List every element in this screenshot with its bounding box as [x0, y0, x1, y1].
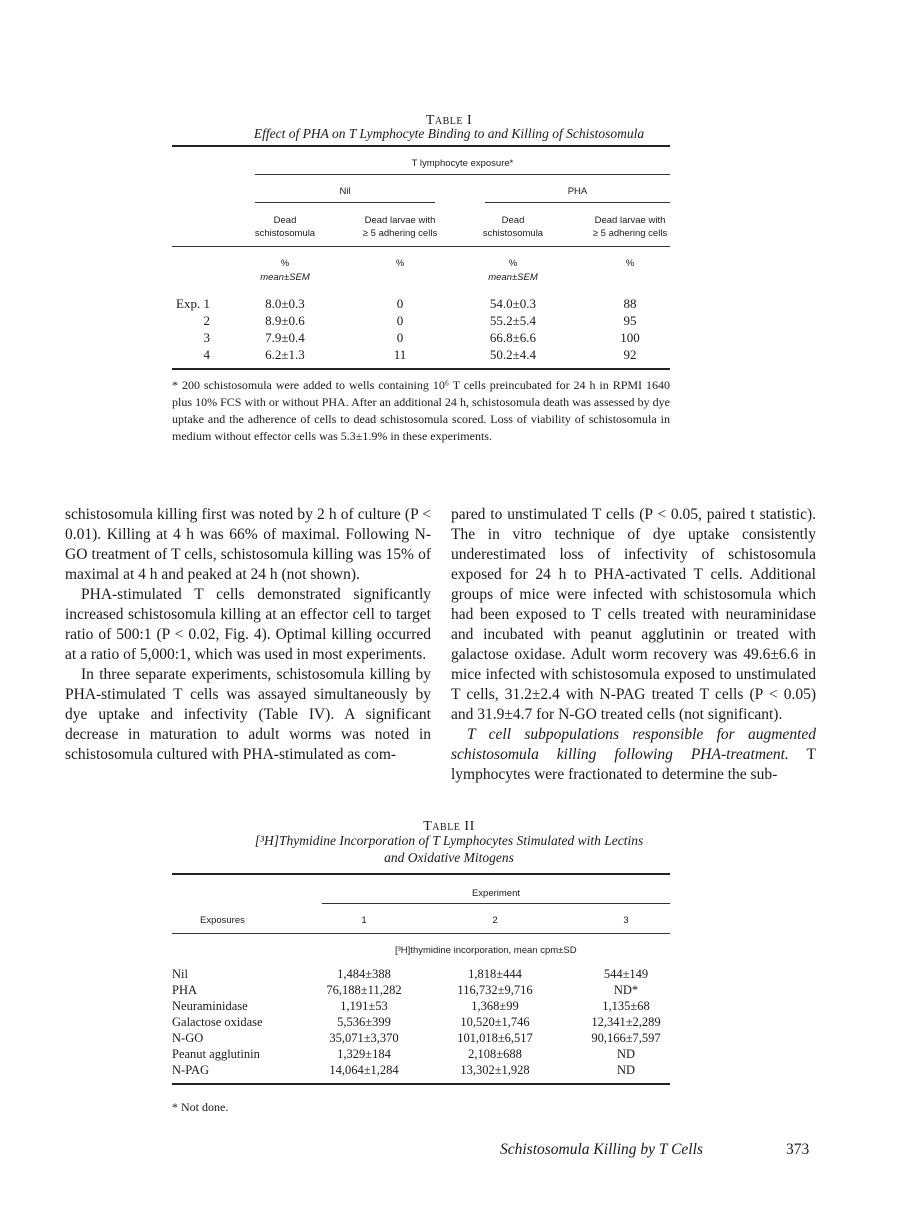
table2-cell: 12,341±2,289: [591, 1015, 661, 1029]
table1-cell: 95: [623, 313, 637, 328]
page-number: 373: [786, 1141, 810, 1158]
table1-pha-rule: [485, 202, 670, 203]
table1-unit-4: %: [625, 258, 635, 269]
table1-unit-2: %: [395, 258, 405, 269]
table2-unit-note: [³H]thymidine incorporation, mean cpm±SD: [395, 945, 577, 956]
table1-cell: 0: [396, 296, 404, 311]
table1-bottom-rule: [172, 368, 670, 370]
body-paragraph: pared to unstimulated T cells (P < 0.05, paired t statistic). The in vitro technique of dye uptake consistently underestimated loss of infectivity of schistosomula exposed for 24 h to PHA-activated T cells. Additional groups of mice were infected with schistosomula which had been exposed to T cells treated with neuraminidase and incubated with peanut agglutinin or treated with galactose oxidase. Adult worm recovery was 49.6±6.6 in mice infected with schistosomula exposed to unstimulated T cells, 31.2±2.4 with N-PAG treated T cells (P < 0.05) and 31.9±4.7 for N-GO treated cells (not significant).: [451, 506, 816, 723]
table2-cell: ND: [616, 1063, 636, 1077]
body-left-column: [65, 505, 431, 765]
table2-cell: 5,536±399: [337, 1015, 391, 1029]
table1-cell: 88: [623, 296, 637, 311]
table2-cell: 1,329±184: [337, 1047, 391, 1061]
table2-row-label: N-PAG: [172, 1063, 210, 1077]
table2-row-label: Neuraminidase: [172, 999, 248, 1013]
table2-row-label: Nil: [172, 967, 188, 981]
body-paragraph: In three separate experiments, schistosomula killing by PHA-stimulated T cells was assayed simultaneously by dye uptake and infectivity (Table IV). A significant decrease in maturation to adult worms was noted in schistosomula cultured with PHA-stimulated as com-: [65, 666, 431, 763]
table1-col-header-1: Dead schistosomula: [254, 215, 316, 239]
table2-group-header: Experiment: [471, 888, 521, 899]
table2-cell: 1,484±388: [337, 967, 391, 981]
table1-cell: 7.9±0.4: [265, 330, 305, 345]
table2-footnote: * Not done.: [172, 1100, 229, 1114]
table2-cell: 13,302±1,928: [460, 1063, 530, 1077]
table1-nil-rule: [255, 202, 435, 203]
table1-cell: 8.0±0.3: [265, 296, 305, 311]
table2-col-header-3: 3: [623, 915, 629, 926]
table1-sub-header-pha: PHA: [567, 186, 588, 197]
table2-cell: 10,520±1,746: [460, 1015, 530, 1029]
table2-name: Table II: [423, 819, 475, 834]
table1-col-header-2: Dead larvae with ≥ 5 adhering cells: [362, 215, 438, 239]
table2-cell: 544±149: [603, 967, 649, 981]
table1-header-rule: [172, 246, 670, 247]
table2-group-rule: [322, 903, 670, 904]
table2-cell: 1,818±444: [468, 967, 522, 981]
table2-cell: ND*: [613, 983, 639, 997]
table1-footnote: * 200 schistosomula were added to wells containing 10⁶ T cells preincubated for 24 h in RPMI 1640 plus 10% FCS with or without PHA. After an additional 24 h, schistosomula death was assessed by dye uptake and the adherence of cells to dead schistosomula scored. Loss of viability of schistosomula in medium without effector cells was 5.3±1.9% in these experiments.: [172, 378, 670, 443]
table1-col-header-3: Dead schistosomula: [482, 215, 544, 239]
table1-cell: 66.8±6.6: [489, 330, 537, 345]
table1-cell: 54.0±0.3: [489, 296, 537, 311]
table2-cell: 35,071±3,370: [329, 1031, 399, 1045]
table2-header-rule: [172, 933, 670, 934]
table1-row-label: 2: [203, 313, 210, 328]
table2-cell: 14,064±1,284: [329, 1063, 399, 1077]
table1-cell: 6.2±1.3: [265, 347, 305, 362]
table2-row-label: Peanut agglutinin: [172, 1047, 260, 1061]
table1-row-label: 4: [203, 347, 210, 362]
table1-col-header-4: Dead larvae with ≥ 5 adhering cells: [592, 215, 668, 239]
table2-row-label: Galactose oxidase: [172, 1015, 263, 1029]
body-right-column: [451, 505, 816, 785]
table1-cell: 50.2±4.4: [489, 347, 537, 362]
table2-row-header: Exposures: [200, 915, 245, 926]
body-paragraph: schistosomula killing first was noted by 2 h of culture (P < 0.01). Killing at 4 h was 66% of maximal. Following N-GO treatment of T cells, schistosomula killing was 15% of maximal at 4 h and peaked at 24 h (not shown).: [65, 506, 431, 583]
table2-cell: 90,166±7,597: [591, 1031, 661, 1045]
section-text: T lymphocytes were fractionated to determine the sub-: [451, 746, 816, 783]
table1-unit-3: % mean±SEM: [488, 258, 538, 283]
table1-cell: 92: [623, 347, 637, 362]
table1-caption: Effect of PHA on T Lymphocyte Binding to and Killing of Schistosomula: [253, 126, 645, 141]
table1-sub-header-nil: Nil: [339, 186, 351, 197]
body-paragraph: PHA-stimulated T cells demonstrated significantly increased schistosomula killing at an effector cell to target ratio of 500:1 (P < 0.02, Fig. 4). Optimal killing occurred at a ratio of 5,000:1, which was used in most experiments.: [65, 586, 431, 663]
body-paragraph: [451, 725, 816, 785]
table1-name: Table I: [425, 113, 473, 128]
table2-cell: 101,018±6,517: [457, 1031, 533, 1045]
table2-col-header-2: 2: [492, 915, 498, 926]
table2-col-header-1: 1: [361, 915, 367, 926]
table2-row-label: N-GO: [172, 1031, 204, 1045]
table1-cell: 55.2±5.4: [489, 313, 537, 328]
table2-cell: 1,368±99: [471, 999, 519, 1013]
table2-cell: 1,135±68: [602, 999, 650, 1013]
table2-cell: ND: [616, 1047, 636, 1061]
table1-group-header: T lymphocyte exposure*: [411, 158, 514, 169]
table2-cell: 76,188±11,282: [326, 983, 402, 997]
table1-cell: 11: [393, 347, 407, 362]
table1-row-label: Exp. 1: [176, 296, 210, 311]
table1-cell: 100: [620, 330, 640, 345]
section-heading: T cell subpopulations responsible for augmented schistosomula killing following PHA-treatment.: [451, 726, 816, 763]
table2-cell: 1,191±53: [340, 999, 388, 1013]
table1-unit-1: % mean±SEM: [260, 258, 310, 283]
table2-cell: 116,732±9,716: [457, 983, 533, 997]
table1-cell: 0: [396, 313, 404, 328]
table1-cell: 8.9±0.6: [265, 313, 305, 328]
running-title: Schistosomula Killing by T Cells: [500, 1141, 703, 1158]
table2-row-label: PHA: [172, 983, 198, 997]
table2-caption: [³H]Thymidine Incorporation of T Lymphocytes Stimulated with Lectins and Oxidative Mitogens: [254, 833, 644, 865]
table1-row-label: 3: [203, 330, 210, 345]
table2-top-rule: [172, 873, 670, 875]
table1-top-rule: [172, 145, 670, 147]
table2-cell: 2,108±688: [468, 1047, 522, 1061]
table2-bottom-rule: [172, 1083, 670, 1085]
table1-cell: 0: [396, 330, 404, 345]
table1-group-rule: [255, 174, 670, 175]
